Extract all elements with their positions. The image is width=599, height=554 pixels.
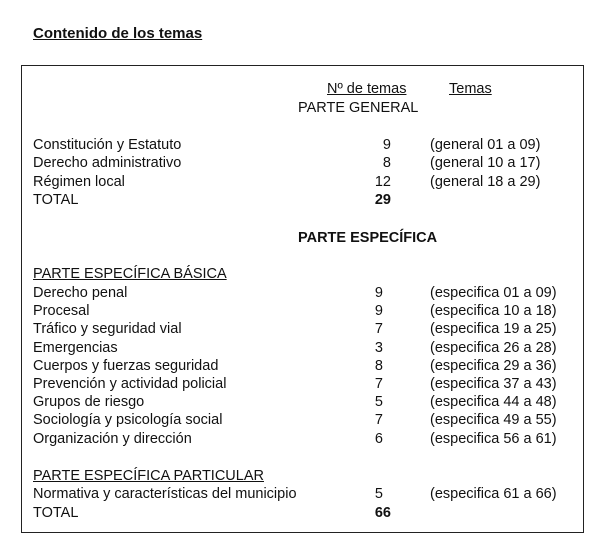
- row-name: Procesal: [33, 303, 90, 319]
- total-label: TOTAL: [33, 505, 79, 521]
- row-name: Prevención y actividad policial: [33, 376, 227, 392]
- row-count: 9: [382, 137, 391, 153]
- row-name: Constitución y Estatuto: [33, 137, 182, 153]
- row-temas: (general 01 a 09): [430, 137, 541, 153]
- row-count: 7: [374, 412, 383, 428]
- parte-general-heading: PARTE GENERAL: [298, 100, 419, 116]
- row-temas: (especifica 26 a 28): [430, 340, 557, 356]
- row-name: Sociología y psicología social: [33, 412, 223, 428]
- parte-especifica-heading: PARTE ESPECÍFICA: [298, 230, 438, 246]
- row-name: Grupos de riesgo: [33, 394, 145, 410]
- parte-especifica-particular-heading: PARTE ESPECÍFICA PARTICULAR: [33, 468, 264, 484]
- row-count: 6: [374, 431, 383, 447]
- row-count: 5: [374, 394, 383, 410]
- row-temas: (especifica 01 a 09): [430, 285, 557, 301]
- row-name: Régimen local: [33, 174, 125, 190]
- row-name: Derecho penal: [33, 285, 128, 301]
- row-temas: (especifica 10 a 18): [430, 303, 557, 319]
- total-value: 66: [374, 505, 391, 521]
- row-temas: (especifica 56 a 61): [430, 431, 557, 447]
- page-title: Contenido de los temas: [33, 25, 203, 42]
- row-temas: (general 10 a 17): [430, 155, 541, 171]
- row-count: 9: [374, 303, 383, 319]
- column-header-n-temas: Nº de temas: [327, 81, 407, 97]
- row-count: 5: [374, 486, 383, 502]
- row-name: Cuerpos y fuerzas seguridad: [33, 358, 219, 374]
- row-name: Tráfico y seguridad vial: [33, 321, 182, 337]
- row-temas: (especifica 37 a 43): [430, 376, 557, 392]
- row-count: 3: [374, 340, 383, 356]
- row-name: Emergencias: [33, 340, 118, 356]
- row-name: Organización y dirección: [33, 431, 192, 447]
- row-count: 7: [374, 321, 383, 337]
- row-name: Normativa y características del municipio: [33, 486, 297, 502]
- row-temas: (especifica 19 a 25): [430, 321, 557, 337]
- row-count: 7: [374, 376, 383, 392]
- total-label: TOTAL: [33, 192, 79, 208]
- total-value: 29: [374, 192, 391, 208]
- row-count: 8: [374, 358, 383, 374]
- row-count: 8: [382, 155, 391, 171]
- row-name: Derecho administrativo: [33, 155, 182, 171]
- row-temas: (especifica 44 a 48): [430, 394, 557, 410]
- row-temas: (especifica 49 a 55): [430, 412, 557, 428]
- row-temas: (especifica 29 a 36): [430, 358, 557, 374]
- row-count: 12: [374, 174, 391, 190]
- row-temas: (general 18 a 29): [430, 174, 541, 190]
- parte-especifica-basica-heading: PARTE ESPECÍFICA BÁSICA: [33, 266, 227, 282]
- column-header-temas: Temas: [449, 81, 492, 97]
- row-count: 9: [374, 285, 383, 301]
- row-temas: (especifica 61 a 66): [430, 486, 557, 502]
